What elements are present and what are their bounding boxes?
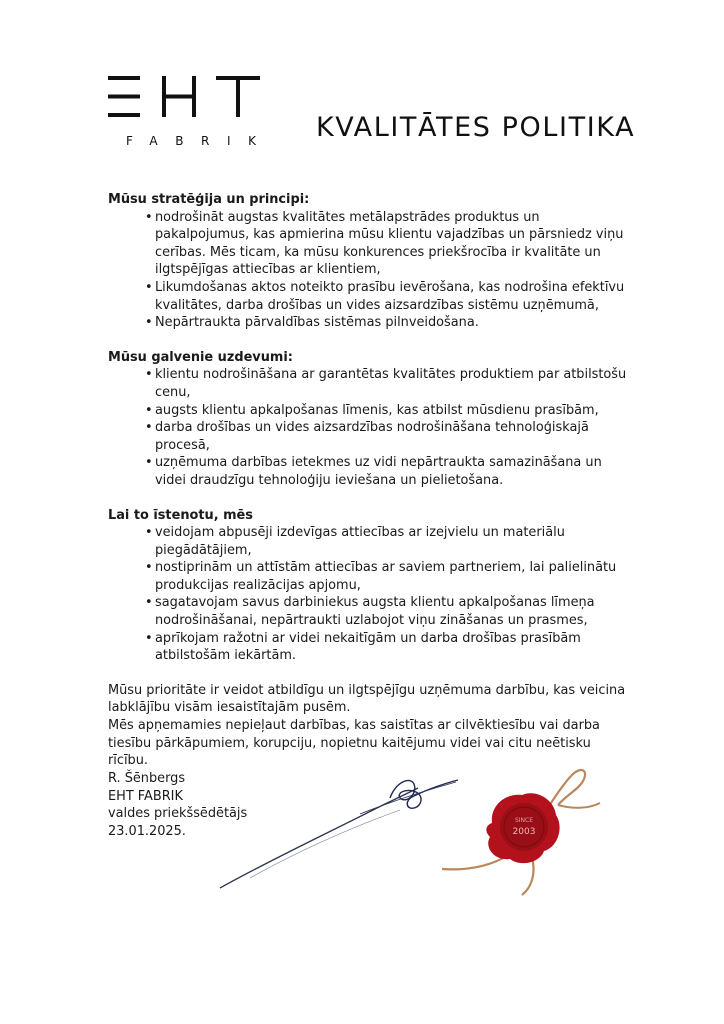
signature-image (210, 760, 470, 900)
list-item: • nodrošināt augstas kvalitātes metālapstrādes produktus un pakalpojumus, kas apmierina mūsu klientu vajadzības un pārsniedz viņu cerības. Mēs ticam, ka mūsu konkurences priekšrocība ir kvalitāte un ilgtspējīgas attiecības ar klientiem, (145, 209, 628, 279)
document-body (108, 191, 628, 770)
section-heading: Mūsu stratēģija un principi: (108, 192, 310, 207)
seal-text-top: SINCE (514, 817, 534, 824)
list-item: • sagatavojam savus darbiniekus augsta klientu apkalpošanas līmeņa nodrošināšanai, nepārtraukti uzlabojot viņu zināšanas un prasmes, (145, 594, 628, 629)
handwritten-signature (210, 760, 470, 904)
list-item: • Nepārtraukta pārvaldības sistēmas pilnveidošana. (145, 314, 628, 332)
company-logo (108, 76, 260, 120)
bullet-list (108, 524, 628, 665)
signer-company: EHT FABRIK (108, 788, 183, 804)
list-item: • veidojam abpusēji izdevīgas attiecības ar izejvielu un materiālu piegādātājiem, (145, 524, 628, 559)
wax-seal-image (440, 765, 620, 905)
logo-subtitle: FABRIK (126, 134, 274, 148)
seal-year: 2003 (512, 827, 536, 837)
list-item: • darba drošības un vides aizsardzības nodrošināšana tehnoloģiskajā procesā, (145, 419, 628, 454)
closing-paragraph: Mūsu prioritāte ir veidot atbildīgu un ilgtspējīgu uzņēmuma darbību, kas veicina labklājību visām iesaistītajām pusēm. (108, 682, 626, 716)
list-item: • Likumdošanas aktos noteikto prasību ievērošana, kas nodrošina efektīvu kvalitātes, darba drošības un vides aizsardzības sistēmu uzņēmumā, (145, 279, 628, 314)
list-item: • aprīkojam ražotni ar videi nekaitīgām un darba drošības prasībām atbilstošām iekārtām. (145, 630, 628, 665)
section-strategy (108, 191, 628, 332)
bullet-list (108, 366, 628, 489)
section-actions (108, 507, 628, 665)
eht-logo-mark (108, 76, 260, 120)
closing-paragraph: Mēs apņemamies nepieļaut darbības, kas saistītas ar cilvēktiesību vai darba tiesību pārkāpumiem, korupciju, nopietnu kaitējumu videi vai citu neētisku rīcību. (108, 718, 600, 769)
list-item: • uzņēmuma darbības ietekmes uz vidi nepārtraukta samazināšana un videi draudzīgu tehnoloģiju ieviešana un pielietošana. (145, 454, 628, 489)
wax-seal (440, 765, 620, 909)
list-item: • klientu nodrošināšana ar garantētas kvalitātes produktiem par atbilstošu cenu, (145, 366, 628, 401)
section-heading: Mūsu galvenie uzdevumi: (108, 349, 293, 365)
section-heading: Lai to īstenotu, mēs (108, 507, 253, 523)
bullet-list (108, 209, 628, 332)
signer-role: valdes priekšsēdētājs (108, 806, 248, 822)
list-item: • nostiprinām un attīstām attiecības ar saviem partneriem, lai palielinātu produkcijas realizācijas apjomu, (145, 559, 628, 594)
signature-date: 23.01.2025. (108, 823, 186, 839)
signer-name: R. Šēnbergs (108, 771, 186, 786)
page-title: KVALITĀTES POLITIKA (316, 112, 636, 144)
section-tasks (108, 349, 628, 490)
list-item: • augsts klientu apkalpošanas līmenis, kas atbilst mūsdienu prasībām, (145, 402, 628, 420)
